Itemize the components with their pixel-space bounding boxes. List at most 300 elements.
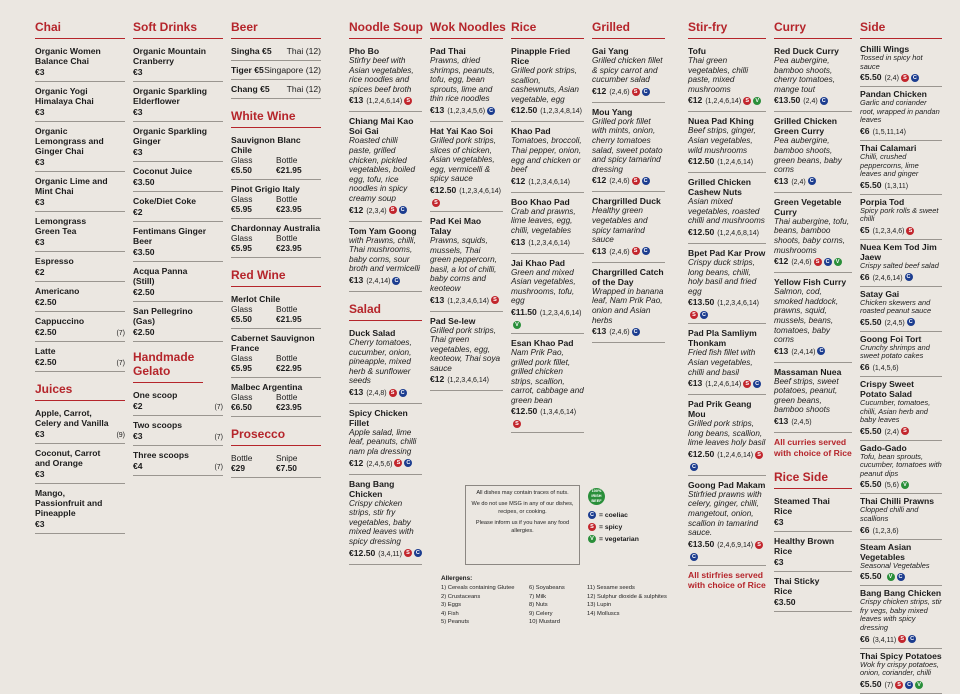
dish-price-row xyxy=(349,458,422,470)
dish-allergens: (1,2,4,6,8,14) xyxy=(717,229,759,237)
badge-line-top: 100% xyxy=(591,489,602,493)
dish-allergens: (2,4,6) xyxy=(609,178,630,186)
spicy-icon: S xyxy=(898,635,906,643)
dish-description: Stirfry beef with Asian vegetables, rice noodles and spices beef broth xyxy=(349,56,414,94)
allergen-item: 6) Soyabeans xyxy=(529,585,565,592)
menu-item xyxy=(349,324,422,404)
dish-description: Chilli, crushed peppercorns, lime leaves and ginger xyxy=(860,151,919,179)
menu-item xyxy=(860,42,942,87)
dish-price-row xyxy=(511,406,584,428)
dish-allergens: (1,3,11) xyxy=(884,182,909,190)
menu-item xyxy=(231,219,321,258)
side-list xyxy=(860,42,942,694)
item-price: €2.50 xyxy=(35,297,57,307)
menu-item xyxy=(774,363,852,433)
dish-price-row xyxy=(860,225,942,237)
dish-price-row xyxy=(349,205,422,217)
menu-item xyxy=(511,42,584,122)
menu-item xyxy=(133,222,223,262)
spicy-icon: S xyxy=(389,389,397,397)
dish-description: Crispy chicken strips, stir fry vegetables, baby mixed leaves with spicy dressing xyxy=(349,498,414,547)
dish-description: Healthy green vegetables and spicy tamarind sauce xyxy=(592,206,648,245)
wine-name: Chardonnay Australia xyxy=(231,223,320,233)
glass-price: €5.50 xyxy=(231,314,252,324)
item-name: Organic Sparkling Elderflower xyxy=(133,86,208,106)
item-price: €3 xyxy=(133,431,143,441)
soft-drinks-list xyxy=(133,42,223,342)
menu-item xyxy=(133,122,223,162)
vegetarian-icon: V xyxy=(834,258,842,266)
item-name: One scoop xyxy=(133,390,178,400)
dish-allergens: (1,2,3,4,6,14) xyxy=(539,309,582,317)
dish-price-row xyxy=(688,449,766,471)
menu-item xyxy=(860,540,942,587)
dish-price-row xyxy=(774,416,852,428)
dish-price-row xyxy=(688,297,766,319)
dish-description: Crunchy shrimps and sweet potato cakes xyxy=(860,342,930,361)
coeliac-icon: C xyxy=(690,463,698,471)
menu-item xyxy=(774,193,852,273)
dish-price: €13 xyxy=(774,175,789,186)
beer-name: Singha €5 xyxy=(231,46,272,56)
spicy-icon: S xyxy=(755,451,763,459)
menu-item xyxy=(860,332,942,377)
spicy-icon: S xyxy=(588,523,596,531)
menu-item xyxy=(133,302,223,342)
dish-price-row xyxy=(349,95,422,107)
vegetarian-icon: V xyxy=(887,573,895,581)
bottle-price: €21.95 xyxy=(276,314,302,324)
coeliac-icon: C xyxy=(911,74,919,82)
coeliac-icon: C xyxy=(642,177,650,185)
dish-name: Bpet Pad Kar Prow xyxy=(688,247,766,258)
coeliac-icon: C xyxy=(404,459,412,467)
dish-price: €13 xyxy=(349,95,364,106)
item-name: Organic Yogi Himalaya Chai xyxy=(35,86,94,106)
glass-price: €5.95 xyxy=(231,204,252,214)
menu-item xyxy=(774,273,852,363)
dish-name: Satay Gai xyxy=(860,288,900,299)
dish-description: Tossed in spicy hot sauce xyxy=(860,53,923,71)
dish-price-row xyxy=(511,176,584,188)
allergen-item: 12) Sulphur dioxide & sulphites xyxy=(587,593,667,600)
coeliac-icon: C xyxy=(808,177,816,185)
dish-name: Grilled Chicken Cashew Nuts xyxy=(688,177,752,198)
dish-price-row xyxy=(688,378,766,390)
dish-price: €12 xyxy=(430,374,445,385)
dish-price: €12 xyxy=(592,175,607,186)
dish-price: €13 xyxy=(592,326,607,337)
dish-price: €12.50 xyxy=(511,406,538,417)
menu-item xyxy=(860,195,942,240)
dish-description: Thai aubergine, tofu, beans, bamboo shoots, baby corns, mushrooms xyxy=(774,216,850,255)
coeliac-icon: C xyxy=(399,206,407,214)
menu-item xyxy=(774,112,852,192)
item-name: Americano xyxy=(35,286,80,296)
dish-price-row xyxy=(592,86,665,98)
bottle-label: Bottle xyxy=(276,304,298,314)
spicy-icon: S xyxy=(394,459,402,467)
section-title-rice: Rice xyxy=(511,18,584,39)
coeliac-icon: C xyxy=(690,553,698,561)
irish-beef-badge-icon xyxy=(588,488,605,505)
dish-allergens: (2,4,14) xyxy=(366,277,391,285)
col-beer-wine xyxy=(231,18,321,478)
allergen-item xyxy=(587,618,707,626)
prosecco-bottle-price: €29 xyxy=(231,463,245,473)
spicy-icon: S xyxy=(755,541,763,549)
bottle-label: Bottle xyxy=(276,353,298,363)
allergen-item: 5) Peanuts xyxy=(441,619,470,626)
allergen-item: 14) Molluscs xyxy=(587,610,620,617)
item-name: Apple, Carrot, Celery and Vanilla xyxy=(35,408,109,428)
dish-description: Grilled pork strips, slices of chicken, Asian vegetables, egg, vermicelli & spicy sauce xyxy=(430,135,496,184)
stir-fry-list xyxy=(688,42,766,566)
menu-item xyxy=(430,312,503,392)
menu-item xyxy=(35,42,125,82)
notice-line-inform: Please inform us if you have any food allergies. xyxy=(475,520,570,534)
dish-name: Tofu xyxy=(688,46,706,56)
allergen-item: 2) Crustaceans xyxy=(441,593,481,600)
dish-name: Bang Bang Chicken xyxy=(349,478,395,499)
dish-description: Fried fish fillet with Asian vegetables, chilli and basil xyxy=(688,348,756,377)
prosecco-item xyxy=(231,449,321,478)
dish-description: Apple salad, lime leaf, peanuts, chilli nam pla dressing xyxy=(349,427,417,457)
coeliac-icon: C xyxy=(588,511,596,519)
spicy-icon: S xyxy=(895,681,903,689)
dish-name: Goong Pad Makam xyxy=(688,479,766,490)
item-price: €3 xyxy=(133,67,143,77)
coeliac-icon: C xyxy=(817,347,825,355)
dish-allergens: (1,4,5,6) xyxy=(872,364,899,372)
allergens-list xyxy=(441,575,707,626)
dish-allergens: (1,2,3,4,6,14) xyxy=(447,297,489,305)
menu-item xyxy=(35,122,125,172)
legend-label: = coeliac xyxy=(599,512,628,519)
menu-item xyxy=(35,282,125,312)
item-name: Three scoops xyxy=(133,450,189,460)
wine-prices xyxy=(231,353,321,373)
dish-description: Nam Prik Pao, grilled pork fillet, grilled chicken strips, scallion, carrot, cabbage and green bean xyxy=(511,347,584,405)
dish-price-row xyxy=(860,679,942,691)
dish-name: Nuea Kem Tod Jim Jaew xyxy=(860,241,937,262)
dish-price: €11.50 xyxy=(511,306,537,317)
dish-price: €5.50 xyxy=(860,316,882,327)
juices-list xyxy=(35,404,125,534)
vegetarian-icon: V xyxy=(513,321,521,329)
dish-description: Grilled pork fillet with mints, onion, cherry tomatoes salad, sweet potato and spicy tamarind dressing xyxy=(592,116,663,174)
item-name: San Pellegrino (Gas) xyxy=(133,306,193,326)
dish-name: Thai Calamari xyxy=(860,142,917,153)
menu-item xyxy=(592,192,665,262)
menu-item xyxy=(774,572,852,612)
dish-name: Mou Yang xyxy=(592,106,633,117)
wine-name: Pinot Grigio Italy xyxy=(231,184,300,194)
dish-allergens: (7) xyxy=(884,681,894,689)
dish-price-row xyxy=(860,72,942,84)
dish-price: €5.50 xyxy=(860,72,882,83)
spicy-icon: S xyxy=(491,296,499,304)
item-allergens: (7) xyxy=(116,330,125,337)
spicy-icon: S xyxy=(432,199,440,207)
dish-description: Seasonal Vegetables xyxy=(860,560,930,570)
dish-allergens: (1,2,3,4,6,14) xyxy=(717,300,759,308)
menu-item xyxy=(133,162,223,192)
col-side xyxy=(860,18,942,694)
dish-price-row xyxy=(349,548,422,560)
dish-price-row xyxy=(511,105,584,117)
bottle-label: Bottle xyxy=(276,392,298,402)
dish-description: Wrapped in banana leaf, Nam Prik Pao, onion and Asian herbs xyxy=(592,286,664,325)
menu-item xyxy=(430,42,503,122)
dish-allergens: (2,4,6,9,14) xyxy=(717,541,754,549)
beer-origin: Singapore (12) xyxy=(264,65,321,75)
item-price: €2.50 xyxy=(133,327,155,337)
salad-list xyxy=(349,324,422,565)
dish-price: €12.50 xyxy=(430,184,457,195)
vegetarian-icon: V xyxy=(915,681,923,689)
item-price: €3 xyxy=(35,429,45,439)
vegetarian-icon: V xyxy=(753,97,761,105)
dish-price-row xyxy=(511,307,584,329)
section-title-soft-drinks: Soft Drinks xyxy=(133,18,223,39)
dish-description: Grilled chicken fillet & spicy carrot and cucumber salad xyxy=(592,56,663,85)
icon-legend xyxy=(588,510,639,546)
menu-item xyxy=(133,416,223,446)
menu-item xyxy=(35,342,125,372)
menu-item xyxy=(860,441,942,495)
dish-allergens: (1,2,3,4,6,14) xyxy=(447,377,489,385)
item-name: Organic Lime and Mint Chai xyxy=(35,176,108,196)
dish-allergens: (1,2,3,6) xyxy=(872,527,899,535)
item-price: €2 xyxy=(133,401,143,411)
dish-price: €13 xyxy=(349,386,364,397)
menu-item xyxy=(35,252,125,282)
item-price: €3 xyxy=(774,517,784,528)
dish-name: Duck Salad xyxy=(349,327,396,338)
menu-item xyxy=(231,329,321,378)
dish-allergens: (2,4,5) xyxy=(884,319,905,327)
dish-name: Yellow Fish Curry xyxy=(774,277,847,288)
section-title-chai: Chai xyxy=(35,18,125,39)
col-noodle-soup xyxy=(349,18,422,565)
dish-description: Crispy salted beef salad xyxy=(860,260,939,270)
allergy-notice xyxy=(465,485,580,565)
allergen-item: 7) Milk xyxy=(529,593,547,600)
item-price: €3 xyxy=(35,107,45,117)
menu-item xyxy=(511,122,584,192)
wine-prices xyxy=(231,304,321,324)
dish-name: Gado-Gado xyxy=(860,442,907,453)
item-allergens: (9) xyxy=(116,432,125,439)
item-name: Coconut Juice xyxy=(133,166,193,176)
dish-price-row xyxy=(430,374,503,386)
allergens-grid xyxy=(441,584,707,626)
dish-name: Boo Khao Pad xyxy=(511,196,570,207)
dish-price-row xyxy=(774,256,852,268)
bottle-label: Bottle xyxy=(276,194,298,204)
red-wine-list xyxy=(231,290,321,417)
menu-item xyxy=(133,42,223,82)
bottle-price: €23.95 xyxy=(276,243,302,253)
spicy-icon: S xyxy=(901,427,909,435)
curry-list xyxy=(774,42,852,433)
menu-item xyxy=(35,172,125,212)
menu-item xyxy=(133,82,223,122)
dish-price: €13 xyxy=(349,274,364,285)
dish-description: Grilled pork strips, scallion, cashewnuts, Asian vegetable, egg xyxy=(511,66,579,104)
item-price: €3 xyxy=(774,557,784,568)
dish-price-row xyxy=(860,126,942,138)
dish-allergens: (5,6) xyxy=(884,482,899,490)
dish-description: Wok fry crispy potatoes, onion, coriander, chilli xyxy=(860,659,939,678)
menu-item xyxy=(860,377,942,441)
dish-name: Red Duck Curry xyxy=(774,46,839,56)
gelato-list xyxy=(133,386,223,476)
dish-price: €13.50 xyxy=(688,538,715,549)
dish-price: €12.50 xyxy=(688,156,715,167)
menu-item xyxy=(231,290,321,329)
menu-item xyxy=(430,212,503,312)
dish-name: Pho Bo xyxy=(349,46,380,56)
glass-price: €5.50 xyxy=(231,165,252,175)
menu-item xyxy=(231,61,321,80)
dish-price: €13 xyxy=(430,104,445,115)
coeliac-icon: C xyxy=(632,328,640,336)
menu-item xyxy=(860,494,942,539)
dish-allergens: (2,4) xyxy=(884,428,899,436)
item-name: Espresso xyxy=(35,256,74,266)
dish-description: Asian mixed vegetables, roasted chilli and mushrooms xyxy=(688,197,765,226)
dish-price: €13 xyxy=(430,294,445,305)
dish-description: Green and mixed Asian vegetables, mushrooms, tofu, egg xyxy=(511,267,576,306)
menu-item xyxy=(688,244,766,324)
item-price: €2.50 xyxy=(35,327,57,337)
dish-allergens: (1,2,3,4,6,14) xyxy=(528,178,570,186)
dish-allergens: (1,5,11,14) xyxy=(872,128,906,136)
coeliac-icon: C xyxy=(897,573,905,581)
bottle-label: Bottle xyxy=(276,233,298,243)
dish-price-row xyxy=(430,105,503,117)
allergen-item: 10) Mustard xyxy=(529,619,560,626)
dish-price-row xyxy=(860,272,942,284)
bottle-label: Bottle xyxy=(276,155,298,165)
dish-price-row xyxy=(774,176,852,188)
dish-price: €6 xyxy=(860,271,870,282)
beer-row xyxy=(231,46,321,56)
item-name: Organic Women Balance Chai xyxy=(35,46,101,66)
dish-description: Beef strips, sweet potatoes, peanut, green beans, bamboo shoots xyxy=(774,376,839,415)
rice-list xyxy=(511,42,584,433)
allergen-item: 9) Celery xyxy=(529,610,553,617)
wine-prices xyxy=(231,155,321,175)
glass-price: €6.50 xyxy=(231,402,252,412)
dish-allergens: (2,4) xyxy=(791,178,806,186)
dish-price: €12 xyxy=(592,85,607,96)
dish-description: Cherry tomatoes, cucumber, onion, pineapple, mixed herb & sunflower seeds xyxy=(349,337,412,386)
menu-item xyxy=(231,131,321,180)
dish-description: Roasted chilli paste, grilled chicken, pickled vegetables, boiled egg, tofu, rice noodles in spicy creamy soup xyxy=(349,136,416,203)
spicy-icon: S xyxy=(404,97,412,105)
col-curry xyxy=(774,18,852,612)
dish-name: Gai Yang xyxy=(592,46,629,56)
dish-name: Chiang Mai Kao Soi Gai xyxy=(349,116,414,137)
dish-price-row xyxy=(774,95,852,107)
wine-prices xyxy=(231,233,321,253)
dish-price: €6 xyxy=(860,125,870,136)
menu-item xyxy=(774,492,852,532)
item-name: Thai Sticky Rice xyxy=(774,576,820,597)
dish-allergens: (2,4,14) xyxy=(791,348,816,356)
section-title-noodle-soup: Noodle Soup xyxy=(349,18,422,39)
legend-label: = spicy xyxy=(599,524,623,531)
rice-side-list xyxy=(774,492,852,612)
dish-price: €13 xyxy=(774,345,789,356)
dish-price: €12 xyxy=(688,95,703,106)
col-rice xyxy=(511,18,584,433)
menu-item xyxy=(133,446,223,476)
badge-line-bottom: BEEF xyxy=(591,499,602,503)
dish-description: Tofu, bean sprouts, cucumber, tomatoes with peanut dips xyxy=(860,451,942,478)
coeliac-icon: C xyxy=(392,277,400,285)
spicy-icon: S xyxy=(513,420,521,428)
dish-description: Chicken skewers and roasted peanut sauce xyxy=(860,297,932,316)
dish-price-row xyxy=(774,346,852,358)
dish-description: Prawns, squids, mussels, Thai green peppercorn, basil, a lot of chilli, baby corns and keoteow xyxy=(430,235,497,293)
dish-description: Crispy chicken strips, stir fry vegs, baby mixed leaves with spicy dressing xyxy=(860,597,942,633)
dish-name: Thai Chilli Prawns xyxy=(860,496,935,507)
coeliac-icon: C xyxy=(905,273,913,281)
wok-noodles-list xyxy=(430,42,503,391)
col-soft-drinks xyxy=(133,18,223,476)
dish-name: Goong Foi Tort xyxy=(860,333,922,344)
item-name: Organic Sparkling Ginger xyxy=(133,126,208,146)
dish-name: Thai Spicy Potatoes xyxy=(860,650,942,661)
dish-price: €5.50 xyxy=(860,571,882,582)
wine-name: Malbec Argentina xyxy=(231,382,303,392)
noodle-soup-list xyxy=(349,42,422,292)
menu-item xyxy=(231,42,321,61)
dish-name: Pad Kei Mao Talay xyxy=(430,215,482,236)
dish-name: Chargrilled Duck xyxy=(592,196,661,207)
dish-price-row xyxy=(688,539,766,561)
menu-item xyxy=(231,80,321,99)
menu-item xyxy=(511,254,584,334)
item-price: €3.50 xyxy=(133,247,155,257)
section-title-salad: Salad xyxy=(349,300,422,321)
menu-item xyxy=(349,475,422,565)
dish-name: Pad Prik Geang Mou xyxy=(688,399,752,420)
notice-line-msg: We do not use MSG in any of our dishes, recipes, or cooking. xyxy=(471,501,574,515)
beer-row xyxy=(231,65,321,75)
dish-description: Clopped chilli and scallions xyxy=(860,505,919,524)
dish-name: Pandan Chicken xyxy=(860,89,927,100)
coeliac-icon: C xyxy=(753,380,761,388)
dish-name: Nuea Pad Khing xyxy=(688,116,754,127)
beer-list xyxy=(231,42,321,99)
curry-note: All curries served with choice of Rice xyxy=(774,437,852,458)
dish-price-row xyxy=(592,175,665,187)
dish-price-row xyxy=(688,156,766,168)
wine-name: Cabernet Sauvignon France xyxy=(231,333,315,353)
dish-price: €12 xyxy=(774,256,789,267)
menu-item xyxy=(35,444,125,484)
glass-label: Glass xyxy=(231,304,253,314)
dish-allergens: (2,4,8) xyxy=(366,389,387,397)
dish-price-row xyxy=(860,180,942,192)
dish-price: €5.50 xyxy=(860,179,882,190)
menu-item xyxy=(35,82,125,122)
